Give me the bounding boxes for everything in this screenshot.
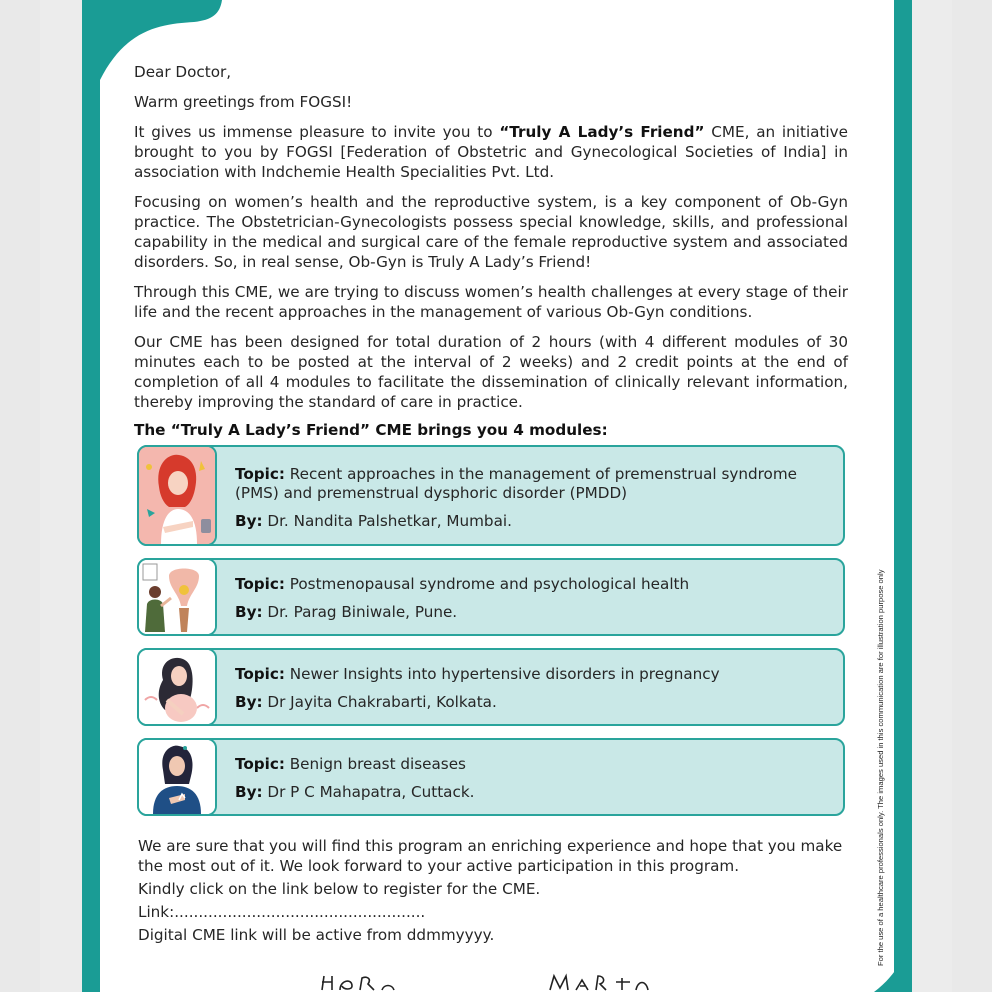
author-value: Dr. Nandita Palshetkar, Mumbai. — [267, 512, 512, 530]
modules-heading: The “Truly A Lady’s Friend” CME brings you 4 modules: — [134, 421, 608, 439]
topic-label: Topic: — [235, 575, 285, 593]
topic-label: Topic: — [235, 755, 285, 773]
topic-label: Topic: — [235, 665, 285, 683]
closing-paragraph: We are sure that you will find this program an enriching experience and hope that you make the most out of it. We look forward to your active participation in this program. — [138, 837, 843, 875]
design-paragraph: Our CME has been designed for total duration of 2 hours (with 4 different modules of 30 minutes each to be posted at the interval of 2 weeks) and 2 credit points at the end of completion of all 4 modules to facilitate the dissemination of clinically relevant information, thereby improving the standard of care in practice. — [134, 333, 848, 411]
link-active-note: Digital CME link will be active from ddmmyyyy. — [138, 926, 495, 944]
signature-right-icon — [546, 972, 656, 992]
registration-link[interactable]: Link:.................................................... — [138, 903, 426, 921]
module-card-3 — [137, 648, 845, 726]
greeting: Warm greetings from FOGSI! — [134, 93, 353, 111]
by-label: By: — [235, 783, 263, 801]
salutation: Dear Doctor, — [134, 63, 232, 81]
by-label: By: — [235, 512, 263, 530]
module-card-4 — [137, 738, 845, 816]
closing-section — [138, 836, 850, 945]
module-card-2 — [137, 558, 845, 636]
topic-value: Newer Insights into hypertensive disorders in pregnancy — [289, 665, 720, 683]
page-shadow-left — [40, 0, 82, 992]
disclaimer-vertical-text: For the use of a healthcare professionals only. The images used in this communication are for illustration purpose only — [876, 569, 885, 966]
page-shadow-right — [912, 0, 952, 992]
author-value: Dr Jayita Chakrabarti, Kolkata. — [267, 693, 497, 711]
woman-stressed-illustration-icon — [137, 445, 217, 546]
module-2-text — [235, 575, 831, 622]
topic-value: Recent approaches in the management of premenstrual syndrome (PMS) and premenstrual dysphoric disorder (PMDD) — [235, 465, 797, 502]
topic-value: Benign breast diseases — [289, 755, 466, 773]
pregnant-woman-illustration-icon — [137, 648, 217, 726]
author-value: Dr. Parag Biniwale, Pune. — [267, 603, 458, 621]
module-card-1 — [137, 445, 845, 546]
module-1-topic — [235, 465, 831, 503]
module-2-topic — [235, 575, 831, 594]
woman-chest-illustration-icon — [137, 738, 217, 816]
author-value: Dr P C Mahapatra, Cuttack. — [267, 783, 475, 801]
module-4-topic — [235, 755, 831, 774]
module-4-author — [235, 783, 831, 802]
by-label: By: — [235, 693, 263, 711]
module-3-topic — [235, 665, 831, 684]
focus-paragraph: Focusing on women’s health and the reproductive system, is a key component of Ob-Gyn practice. The Obstetrician-Gynecologists possess special knowledge, skills, and professional capability in the medical and surgical care of the female reproductive system and associated disorders. So, in real sense, Ob-Gyn is Truly A Lady’s Friend! — [134, 193, 848, 271]
register-instruction: Kindly click on the link below to register for the CME. — [138, 880, 541, 898]
module-4-text — [235, 755, 831, 802]
teal-corner-decoration — [860, 940, 912, 992]
signature-left-icon — [318, 972, 408, 992]
intro-paragraph — [134, 122, 848, 182]
by-label: By: — [235, 603, 263, 621]
module-3-text — [235, 665, 831, 712]
module-1-text — [235, 465, 831, 531]
letter-body — [134, 58, 848, 440]
module-3-author — [235, 693, 831, 712]
intro-text-end: CME, an initiative brought to you by FOGSI [Federation of Obstetric and Gynecological Societies of India] in association with Indchemie Health Specialities Pvt. Ltd. — [134, 123, 848, 181]
intro-text-start: It gives us immense pleasure to invite you to — [134, 123, 500, 141]
module-2-author — [235, 603, 831, 622]
uterus-doctor-illustration-icon — [137, 558, 217, 636]
cme-name-bold: “Truly A Lady’s Friend” — [499, 123, 705, 141]
topic-value: Postmenopausal syndrome and psychological health — [289, 575, 690, 593]
topic-label: Topic: — [235, 465, 285, 483]
module-1-author — [235, 512, 831, 531]
through-paragraph: Through this CME, we are trying to discuss women’s health challenges at every stage of their life and the recent approaches in the management of various Ob-Gyn conditions. — [134, 283, 848, 321]
